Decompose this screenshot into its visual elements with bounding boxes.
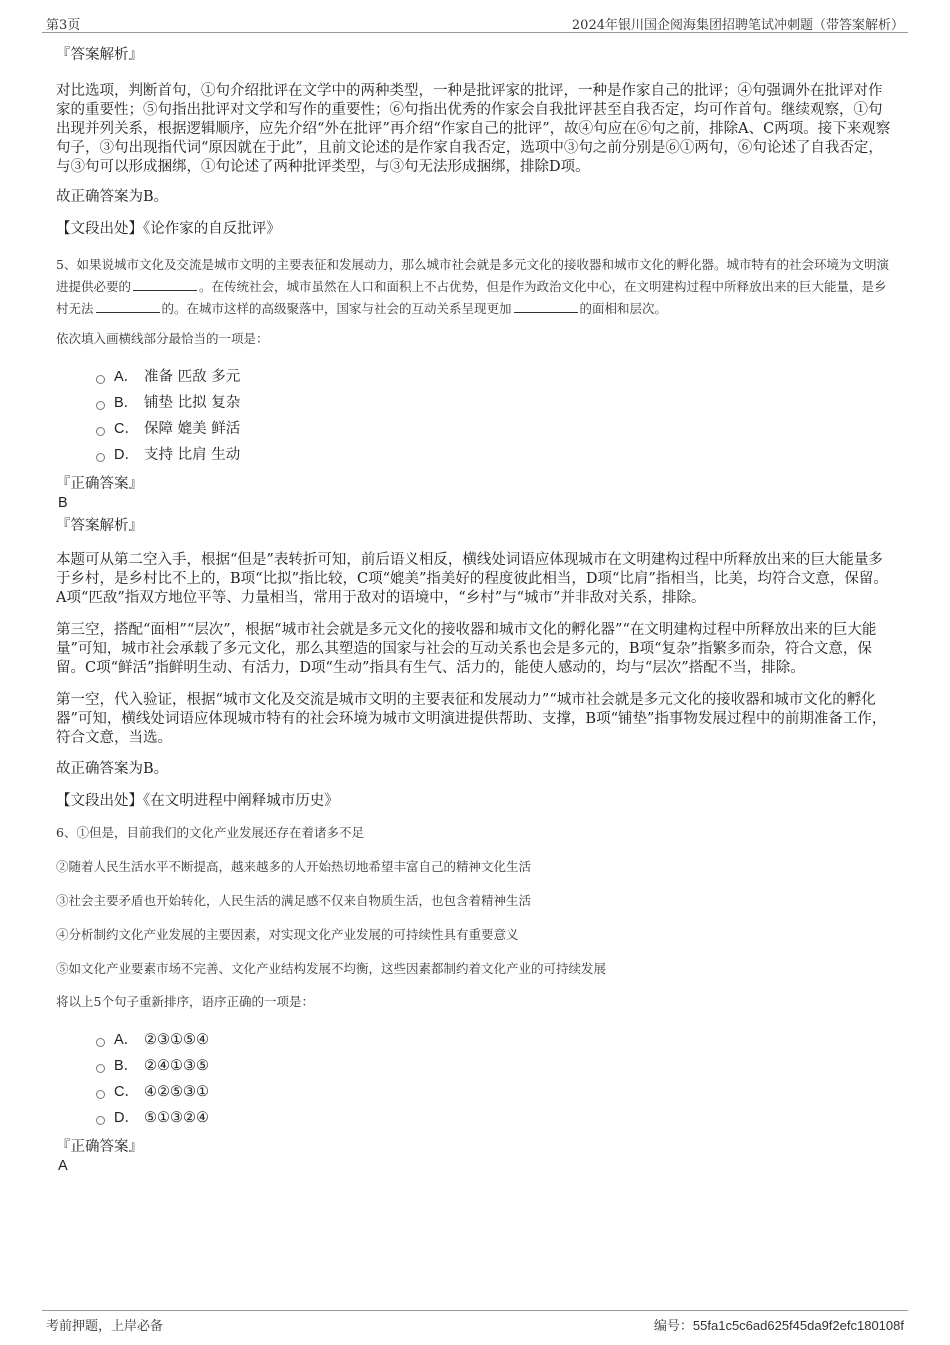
q5-stem-part-3: 的。在城市这样的高级聚落中，国家与社会的互动关系呈现更加 (161, 301, 512, 316)
q5-analysis-label: 『答案解析』 (56, 518, 143, 534)
radio-icon[interactable] (96, 453, 105, 462)
q6-answer: A (58, 1158, 68, 1174)
serial-number (654, 1315, 904, 1334)
radio-icon[interactable] (96, 401, 105, 410)
q5-blank-1 (133, 278, 197, 291)
q5-analysis-paragraph-3: 第一空，代入验证，根据“城市文化及交流是城市文明的主要表征和发展动力”“城市社会就是多元文化的接收器和城市文化的孵化器”可知，横线处词语应体现城市特有的社会环境为城市文明演进提供帮助、支撑，B项“铺垫”指事物发展过程中的前期准备工作，符合文意，当选。 (56, 692, 887, 746)
q5-stem (56, 254, 896, 320)
q5-stem-part-1: 5、如果说城市文化及交流是城市文明的主要表征和发展动力，那么城市社会就是多元文化的接收器和城市文化的孵化器。城市特有的社会环境为文明演进提供必要的 (56, 257, 889, 294)
q4-analysis-label: 『答案解析』 (56, 47, 143, 63)
q5-analysis-paragraph-1: 本题可从第二空入手，根据“但是”表转折可知，前后语义相反，横线处词语应体现城市在文明建构过程中所释放出来的巨大能量多于乡村，是乡村比不上的，B项“比拟”指比较，C项“媲美”指美好的程度彼此相当，D项“比肩”指相当，比美，均符合文意，保留。A项“匹敌”指双方地位平等、力量相当，常用于敌对的语境中，“乡村”与“城市”并非敌对关系，排除。 (56, 552, 888, 606)
q5-source: 【文段出处】《在文明进程中阐释城市历史》 (56, 793, 339, 809)
q4-conclusion: 故正确答案为B。 (56, 189, 169, 205)
q6-sentence-5: ⑤如文化产业要素市场不完善、文化产业结构发展不均衡，这些因素都制约着文化产业的可持续发展 (56, 961, 607, 976)
q4-source: 【文段出处】《论作家的自反批评》 (56, 221, 281, 237)
q6-sentence-3: ③社会主要矛盾也开始转化，人民生活的满足感不仅来自物质生活，也包含着精神生活 (56, 893, 532, 908)
q6-option-d[interactable]: D． ⑤①③②④ (96, 1105, 896, 1131)
radio-icon[interactable] (96, 1064, 105, 1073)
q5-options (56, 364, 896, 468)
page-number: 第3页 (46, 18, 81, 33)
q5-option-d[interactable]: D． 支持 比肩 生动 (96, 442, 896, 468)
q5-blank-2 (96, 300, 160, 313)
radio-icon[interactable] (96, 375, 105, 384)
q6-option-c[interactable]: C． ④②⑤③① (96, 1079, 896, 1105)
radio-icon[interactable] (96, 427, 105, 436)
q5-answer-label: 『正确答案』 (56, 476, 143, 492)
page-footer (42, 1310, 908, 1335)
q5-conclusion: 故正确答案为B。 (56, 761, 169, 777)
radio-icon[interactable] (96, 1090, 105, 1099)
radio-icon[interactable] (96, 1116, 105, 1125)
q4-analysis-paragraph: 对比选项，判断首句，①句介绍批评在文学中的两种类型，一种是批评家的批评，一种是作家自己的批评；④句强调外在批评对作家的重要性；⑤句指出批评对文学和写作的重要性；⑥句指出优秀的作家会自我批评甚至自我否定，均可作首句。继续观察，①句出现并列关系，根据逻辑顺序，应先介绍“外在批评”再介绍“作家自己的批评”，故④句应在⑥句之前，排除A、C两项。接下来观察句子，③句出现指代词“原因就在于此”，且前文论述的是作家自我否定，选项中③句之前分别是⑥①两句，⑥句论述了自我否定，与③句可以形成捆绑，①句论述了两种批评类型，与③句无法形成捆绑，排除D项。 (56, 83, 891, 175)
q5-stem-part-2: 。在传统社会，城市虽然在人口和面积上不占优势，但是作为政治文化中心，在文明建构过程中所释放出来的巨大能量，是乡村无法 (56, 279, 887, 316)
radio-icon[interactable] (96, 1038, 105, 1047)
document-title: 2024年银川国企阅海集团招聘笔试冲刺题（带答案解析） (571, 18, 904, 33)
q6-option-b[interactable]: B． ②④①③⑤ (96, 1053, 896, 1079)
q5-option-b[interactable]: B． 铺垫 比拟 复杂 (96, 390, 896, 416)
q5-analysis-paragraph-2: 第三空，搭配“面相”“层次”，根据“城市社会就是多元文化的接收器和城市文化的孵化器”“在文明建构过程中所释放出来的巨大能量”可知，城市社会承载了多元文化，那么其塑造的国家与社会的互动关系也会是多元的，B项“复杂”指繁多而杂，符合文意，保留。C项“鲜活”指鲜明生动、有活力，D项“生动”指具有生气、活力的，能使人感动的，均与“层次”搭配不当，排除。 (56, 622, 877, 676)
q6-sentence-2: ②随着人民生活水平不断提高，越来越多的人开始热切地希望丰富自己的精神文化生活 (56, 859, 532, 874)
q5-option-c[interactable]: C． 保障 媲美 鲜活 (96, 416, 896, 442)
q5-option-a[interactable]: A． 准备 匹敌 多元 (96, 364, 896, 390)
q5-stem-part-4: 的面相和层次。 (579, 301, 668, 316)
q5-prompt: 依次填入画横线部分最恰当的一项是： (56, 331, 269, 346)
page-content (56, 44, 896, 1175)
q6-options (56, 1027, 896, 1131)
q6-sentence-4: ④分析制约文化产业发展的主要因素，对实现文化产业发展的可持续性具有重要意义 (56, 927, 519, 942)
q5-blank-3 (514, 300, 578, 313)
q6-option-a[interactable]: A． ②③①⑤④ (96, 1027, 896, 1053)
q6-prompt: 将以上5个句子重新排序，语序正确的一项是： (56, 994, 314, 1009)
serial-label: 编号： (653, 1319, 693, 1334)
q6-sentence-1: 6、①但是，目前我们的文化产业发展还存在着诸多不足 (56, 825, 364, 840)
q5-answer: B (58, 495, 68, 511)
q6-answer-label: 『正确答案』 (56, 1139, 143, 1155)
serial-value: 55fa1c5c6ad625f45da9f2efc180108f (692, 1318, 904, 1333)
page-header (42, 12, 908, 33)
footer-slogan: 考前押题，上岸必备 (46, 1319, 164, 1334)
